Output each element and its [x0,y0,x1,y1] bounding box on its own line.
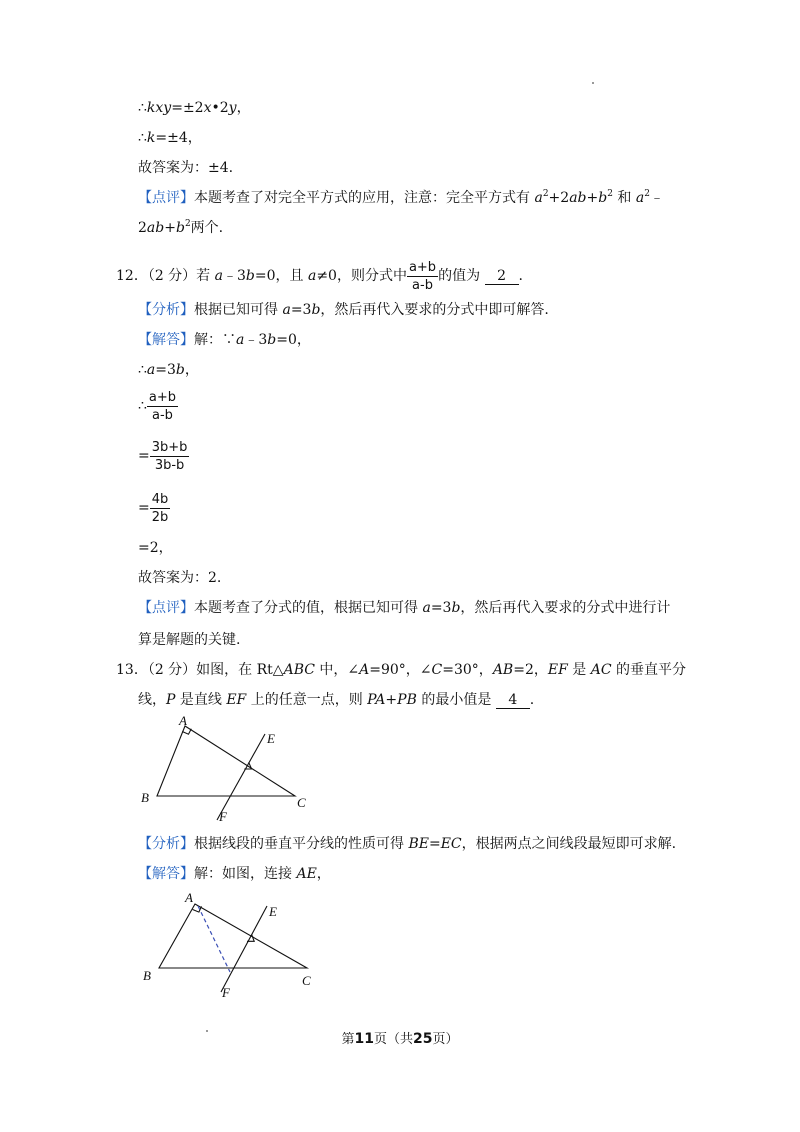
review-12-line-2: 算是解题的关键. [138,632,241,648]
label-c: C [302,973,311,988]
triangle-figure-2 [135,888,320,998]
page-footer: 第11页（共25页） [341,1031,459,1047]
analysis-13: 【分析】根据线段的垂直平分线的性质可得 BE=EC，根据两点之间线段最短即可求解. [138,836,677,852]
answer-12-step-1: ∴a=3b， [138,362,199,378]
answer-line-11: 故答案为：±4. [138,160,234,176]
label-c: C [297,795,306,810]
label-e: E [267,731,275,746]
question-13-line-1: 13．（2 分）如图，在 Rt△ABC 中，∠A=90°，∠C=30°，AB=2，EF 是 AC 的垂直平分 [116,662,686,678]
review-11-line-2: $2ab+b^2$两个. [138,219,224,236]
answer-12-step-5: =2， [138,540,173,556]
dashed-segment-ae [198,906,230,972]
answer-line-12: 故答案为：2. [138,570,222,586]
label-b: B [141,790,149,805]
label-f: F [219,809,227,822]
step-line-kxy: ∴kxy=±2x•2y， [138,100,251,116]
review-11-line-1: 【点评】本题考查了对完全平方式的应用，注意：完全平方式有 $a^2+2ab+b^2$ 和 $a^2﹣$ [138,189,664,206]
triangle-figure-1 [135,712,320,822]
answer-12-line-1: 【解答】解：∵a﹣3b=0， [138,332,311,348]
answer-12-step-4: = $\frac{4b}{2b}$ [138,491,169,525]
question-12: 12．（2 分）若 a﹣3b=0，且 a≠0，则分式中 $\frac{a+b}{a-b}$ 的值为 2 . [116,259,523,293]
question-13-line-2: 线，P 是直线 EF 上的任意一点，则 PA+PB 的最小值是 4 . [138,692,535,708]
answer-13-line-1: 【解答】解：如图，连接 AE， [138,866,331,882]
step-line-k: ∴k=±4， [138,130,202,146]
answer-blank-13: 4 [496,692,530,709]
label-a: A [185,890,193,905]
label-e: E [269,904,277,919]
answer-12-step-2: ∴ $\frac{a+b}{a-b}$ [138,389,177,423]
label-f: F [222,985,230,998]
analysis-12: 【分析】根据已知可得 a=3b，然后再代入要求的分式中即可解答. [138,302,549,318]
label-a: A [179,713,187,728]
corner-mark [592,82,594,84]
review-12-line-1: 【点评】本题考查了分式的值，根据已知可得 a=3b，然后再代入要求的分式中进行计 [138,600,671,616]
answer-blank-12: 2 [485,268,519,285]
answer-12-step-3: = $\frac{3b+b}{3b-b}$ [138,439,188,473]
review-tag: 【点评】 [138,190,194,206]
label-b: B [143,968,151,983]
fraction-a-plus-b-over-a-minus-b: $\frac{a+b}{a-b}$ [408,259,437,293]
